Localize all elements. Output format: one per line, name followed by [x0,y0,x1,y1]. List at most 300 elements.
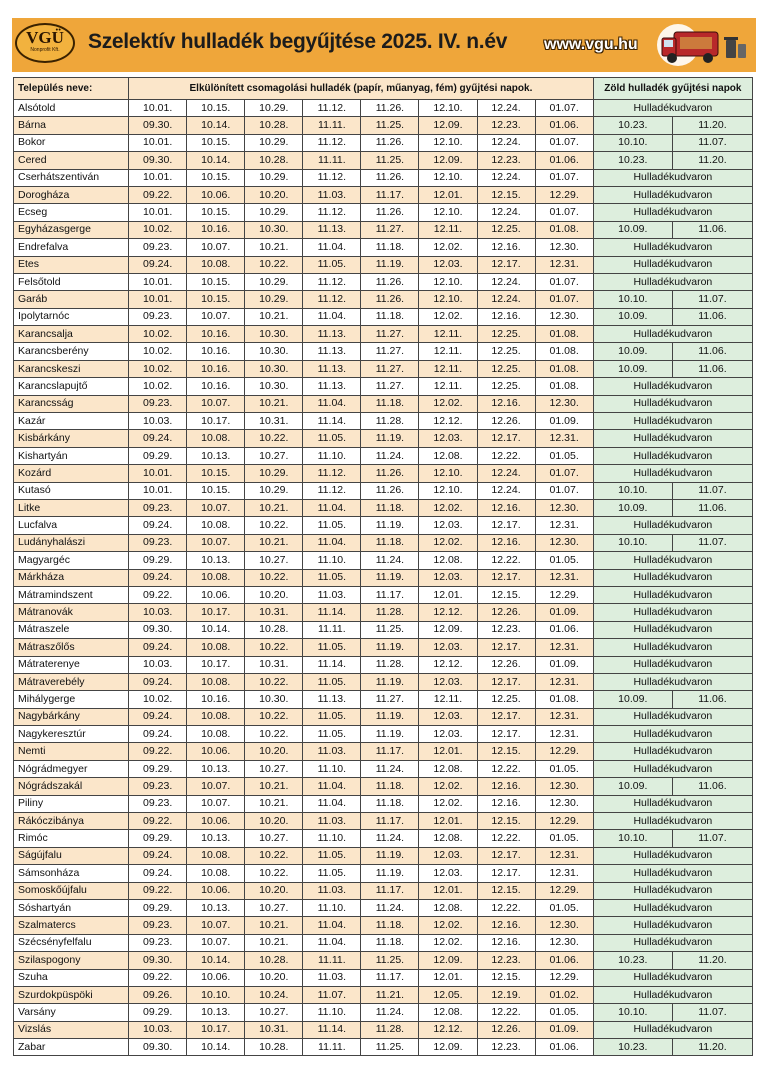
packaging-date: 11.12. [303,465,361,482]
settlement-name: Litke [14,499,129,516]
packaging-date: 10.06. [187,743,245,760]
packaging-date: 11.25. [361,621,419,638]
vgu-logo [15,23,75,63]
packaging-date: 12.08. [419,552,477,569]
settlement-name: Dorogháza [14,186,129,203]
packaging-date: 12.25. [477,221,535,238]
green-waste-location: Hulladékudvaron [593,256,752,273]
packaging-date: 12.12. [419,604,477,621]
packaging-date: 09.23. [129,795,187,812]
packaging-date: 12.03. [419,256,477,273]
green-waste-location: Hulladékudvaron [593,465,752,482]
packaging-date: 12.03. [419,847,477,864]
settlement-name: Felsőtold [14,273,129,290]
settlement-name: Kishartyán [14,447,129,464]
packaging-date: 11.11. [303,952,361,969]
green-waste-location: Hulladékudvaron [593,917,752,934]
table-row [14,499,753,516]
packaging-date: 11.19. [361,430,419,447]
packaging-date: 10.02. [129,343,187,360]
green-waste-location: Hulladékudvaron [593,813,752,830]
garbage-truck-icon [652,22,752,68]
settlement-name: Mátraszőlős [14,639,129,656]
packaging-date: 10.15. [187,134,245,151]
packaging-date: 12.24. [477,291,535,308]
table-row [14,830,753,847]
packaging-date: 12.02. [419,917,477,934]
packaging-date: 10.17. [187,413,245,430]
table-row [14,847,753,864]
packaging-date: 10.31. [245,1021,303,1038]
packaging-date: 11.04. [303,499,361,516]
packaging-date: 12.10. [419,465,477,482]
packaging-date: 10.27. [245,899,303,916]
table-row [14,986,753,1003]
packaging-date: 09.29. [129,447,187,464]
packaging-date: 12.03. [419,569,477,586]
packaging-date: 11.05. [303,673,361,690]
settlement-name: Nemti [14,743,129,760]
packaging-date: 09.22. [129,743,187,760]
packaging-date: 10.07. [187,917,245,934]
table-row [14,326,753,343]
packaging-date: 12.11. [419,378,477,395]
green-waste-location: Hulladékudvaron [593,413,752,430]
green-waste-location: Hulladékudvaron [593,604,752,621]
packaging-date: 10.07. [187,395,245,412]
packaging-date: 01.07. [535,134,593,151]
packaging-date: 12.31. [535,256,593,273]
packaging-date: 11.18. [361,534,419,551]
packaging-date: 10.02. [129,378,187,395]
packaging-date: 12.24. [477,169,535,186]
packaging-date: 11.04. [303,534,361,551]
packaging-date: 11.10. [303,1004,361,1021]
table-row [14,152,753,169]
table-row [14,273,753,290]
packaging-date: 10.20. [245,969,303,986]
green-waste-date: 10.10. [593,830,672,847]
packaging-date: 10.20. [245,813,303,830]
packaging-date: 12.31. [535,708,593,725]
packaging-date: 12.23. [477,1039,535,1056]
green-waste-location: Hulladékudvaron [593,169,752,186]
packaging-date: 12.11. [419,360,477,377]
packaging-date: 09.24. [129,517,187,534]
packaging-date: 10.16. [187,691,245,708]
packaging-date: 10.13. [187,1004,245,1021]
packaging-date: 09.30. [129,1039,187,1056]
packaging-date: 11.27. [361,378,419,395]
packaging-date: 01.05. [535,899,593,916]
table-row [14,447,753,464]
packaging-date: 09.24. [129,569,187,586]
packaging-date: 12.01. [419,969,477,986]
packaging-date: 10.01. [129,273,187,290]
packaging-date: 10.06. [187,186,245,203]
packaging-date: 10.21. [245,395,303,412]
packaging-date: 12.31. [535,673,593,690]
green-waste-location: Hulladékudvaron [593,882,752,899]
settlement-name: Egyházasgerge [14,221,129,238]
packaging-date: 10.20. [245,743,303,760]
packaging-date: 01.08. [535,691,593,708]
packaging-date: 12.30. [535,534,593,551]
packaging-date: 01.02. [535,986,593,1003]
green-waste-date: 10.10. [593,1004,672,1021]
settlement-name: Varsány [14,1004,129,1021]
packaging-date: 10.16. [187,360,245,377]
green-waste-location: Hulladékudvaron [593,326,752,343]
table-row [14,378,753,395]
packaging-date: 10.15. [187,169,245,186]
packaging-date: 10.28. [245,952,303,969]
packaging-date: 10.01. [129,204,187,221]
packaging-date: 12.17. [477,569,535,586]
table-row [14,917,753,934]
table-row [14,934,753,951]
packaging-date: 10.16. [187,221,245,238]
packaging-date: 10.08. [187,430,245,447]
packaging-date: 11.03. [303,743,361,760]
packaging-date: 12.15. [477,743,535,760]
packaging-date: 11.10. [303,447,361,464]
packaging-date: 12.24. [477,204,535,221]
packaging-date: 12.30. [535,308,593,325]
packaging-date: 11.10. [303,899,361,916]
packaging-date: 12.10. [419,100,477,117]
table-row [14,726,753,743]
packaging-date: 12.24. [477,134,535,151]
table-row [14,778,753,795]
packaging-date: 12.22. [477,552,535,569]
packaging-date: 12.12. [419,656,477,673]
packaging-date: 12.24. [477,273,535,290]
settlement-name: Cered [14,152,129,169]
packaging-date: 10.28. [245,117,303,134]
settlement-name: Bárna [14,117,129,134]
packaging-date: 11.24. [361,552,419,569]
green-waste-date: 11.06. [672,499,752,516]
green-waste-date: 11.06. [672,778,752,795]
packaging-date: 10.27. [245,552,303,569]
packaging-date: 12.22. [477,830,535,847]
packaging-date: 11.12. [303,100,361,117]
table-row [14,239,753,256]
packaging-date: 10.22. [245,517,303,534]
packaging-date: 12.25. [477,691,535,708]
green-waste-location: Hulladékudvaron [593,569,752,586]
packaging-date: 11.13. [303,343,361,360]
packaging-date: 11.24. [361,1004,419,1021]
packaging-date: 10.27. [245,760,303,777]
packaging-date: 01.07. [535,204,593,221]
packaging-date: 10.22. [245,847,303,864]
packaging-date: 09.24. [129,673,187,690]
packaging-date: 10.13. [187,552,245,569]
packaging-date: 10.28. [245,152,303,169]
packaging-date: 12.08. [419,1004,477,1021]
packaging-date: 11.19. [361,639,419,656]
packaging-date: 12.22. [477,899,535,916]
packaging-date: 11.18. [361,395,419,412]
settlement-name: Szalmatercs [14,917,129,934]
packaging-date: 12.31. [535,517,593,534]
packaging-date: 10.03. [129,604,187,621]
packaging-date: 10.22. [245,865,303,882]
packaging-date: 10.17. [187,656,245,673]
settlement-name: Karancsberény [14,343,129,360]
packaging-date: 09.24. [129,865,187,882]
packaging-date: 01.08. [535,360,593,377]
packaging-date: 11.13. [303,360,361,377]
green-waste-location: Hulladékudvaron [593,586,752,603]
packaging-date: 12.10. [419,291,477,308]
packaging-date: 11.17. [361,586,419,603]
packaging-date: 11.11. [303,117,361,134]
packaging-date: 12.01. [419,186,477,203]
packaging-date: 01.07. [535,291,593,308]
settlement-name: Ludányhalászi [14,534,129,551]
table-header-row [14,78,753,100]
table-row [14,899,753,916]
packaging-date: 12.03. [419,708,477,725]
packaging-date: 11.12. [303,169,361,186]
green-waste-date: 11.06. [672,221,752,238]
packaging-date: 11.12. [303,134,361,151]
table-row [14,639,753,656]
packaging-date: 09.30. [129,952,187,969]
packaging-date: 01.05. [535,1004,593,1021]
green-waste-location: Hulladékudvaron [593,708,752,725]
packaging-date: 12.17. [477,639,535,656]
table-row [14,1021,753,1038]
green-waste-location: Hulladékudvaron [593,273,752,290]
packaging-date: 10.03. [129,413,187,430]
table-row [14,1004,753,1021]
packaging-date: 11.26. [361,169,419,186]
green-waste-date: 10.09. [593,360,672,377]
packaging-date: 10.08. [187,708,245,725]
packaging-date: 11.05. [303,639,361,656]
packaging-date: 11.24. [361,760,419,777]
green-waste-location: Hulladékudvaron [593,239,752,256]
green-waste-date: 10.10. [593,291,672,308]
packaging-date: 11.12. [303,273,361,290]
packaging-date: 09.30. [129,152,187,169]
green-waste-date: 11.07. [672,534,752,551]
packaging-date: 10.03. [129,656,187,673]
table-row [14,569,753,586]
packaging-date: 10.14. [187,152,245,169]
packaging-date: 12.17. [477,256,535,273]
packaging-date: 10.24. [245,986,303,1003]
settlement-name: Lucfalva [14,517,129,534]
packaging-date: 10.31. [245,413,303,430]
packaging-date: 12.30. [535,239,593,256]
packaging-date: 10.08. [187,569,245,586]
packaging-date: 12.02. [419,499,477,516]
packaging-date: 01.07. [535,273,593,290]
packaging-date: 10.29. [245,169,303,186]
packaging-date: 10.21. [245,917,303,934]
packaging-date: 10.03. [129,1021,187,1038]
packaging-date: 11.12. [303,482,361,499]
packaging-date: 12.12. [419,1021,477,1038]
packaging-date: 10.08. [187,517,245,534]
packaging-date: 09.23. [129,308,187,325]
collection-schedule-table [13,77,753,1056]
table-row [14,952,753,969]
packaging-date: 11.26. [361,100,419,117]
packaging-date: 10.29. [245,273,303,290]
packaging-date: 10.22. [245,673,303,690]
packaging-date: 10.07. [187,778,245,795]
green-waste-location: Hulladékudvaron [593,186,752,203]
green-waste-date: 10.09. [593,691,672,708]
table-row [14,186,753,203]
settlement-name: Mihálygerge [14,691,129,708]
packaging-date: 12.23. [477,152,535,169]
packaging-date: 09.24. [129,708,187,725]
packaging-date: 10.16. [187,378,245,395]
green-waste-location: Hulladékudvaron [593,795,752,812]
packaging-date: 12.30. [535,795,593,812]
packaging-date: 12.25. [477,326,535,343]
packaging-date: 01.05. [535,552,593,569]
packaging-date: 11.28. [361,1021,419,1038]
table-row [14,760,753,777]
packaging-date: 10.08. [187,256,245,273]
table-row [14,795,753,812]
packaging-date: 12.17. [477,517,535,534]
packaging-date: 01.05. [535,447,593,464]
green-waste-date: 10.23. [593,152,672,169]
settlement-name: Sámsonháza [14,865,129,882]
settlement-name: Kozárd [14,465,129,482]
packaging-date: 12.11. [419,691,477,708]
packaging-date: 01.08. [535,326,593,343]
packaging-date: 12.10. [419,273,477,290]
green-waste-location: Hulladékudvaron [593,726,752,743]
green-waste-date: 11.20. [672,952,752,969]
packaging-date: 10.29. [245,291,303,308]
packaging-date: 10.30. [245,221,303,238]
packaging-date: 09.30. [129,621,187,638]
settlement-name: Nógrádmegyer [14,760,129,777]
table-row [14,134,753,151]
packaging-date: 12.10. [419,204,477,221]
packaging-date: 10.20. [245,882,303,899]
packaging-date: 11.05. [303,865,361,882]
table-row [14,343,753,360]
green-waste-location: Hulladékudvaron [593,865,752,882]
table-row [14,413,753,430]
header-packaging: Elkülönített csomagolási hulladék (papír, műanyag, fém) gyűjtési napok. [129,78,594,100]
packaging-date: 12.01. [419,743,477,760]
packaging-date: 11.03. [303,969,361,986]
packaging-date: 10.22. [245,430,303,447]
packaging-date: 12.30. [535,778,593,795]
packaging-date: 11.27. [361,326,419,343]
website-link[interactable]: www.vgu.hu [544,36,638,53]
packaging-date: 11.05. [303,256,361,273]
packaging-date: 12.31. [535,639,593,656]
settlement-name: Kisbárkány [14,430,129,447]
packaging-date: 10.13. [187,447,245,464]
packaging-date: 12.31. [535,726,593,743]
table-row [14,586,753,603]
packaging-date: 12.30. [535,934,593,951]
packaging-date: 12.23. [477,117,535,134]
packaging-date: 10.07. [187,308,245,325]
green-waste-date: 10.09. [593,221,672,238]
packaging-date: 11.14. [303,413,361,430]
packaging-date: 01.06. [535,621,593,638]
table-row [14,882,753,899]
packaging-date: 12.22. [477,1004,535,1021]
packaging-date: 11.07. [303,986,361,1003]
settlement-name: Szurdokpüspöki [14,986,129,1003]
packaging-date: 12.08. [419,760,477,777]
packaging-date: 12.22. [477,447,535,464]
green-waste-date: 11.06. [672,308,752,325]
settlement-name: Cserhátszentiván [14,169,129,186]
packaging-date: 12.03. [419,639,477,656]
packaging-date: 12.25. [477,343,535,360]
green-waste-location: Hulladékudvaron [593,204,752,221]
packaging-date: 01.07. [535,482,593,499]
packaging-date: 11.03. [303,186,361,203]
green-waste-date: 10.10. [593,482,672,499]
packaging-date: 11.18. [361,499,419,516]
packaging-date: 11.27. [361,360,419,377]
packaging-date: 11.18. [361,308,419,325]
packaging-date: 11.28. [361,656,419,673]
packaging-date: 11.18. [361,917,419,934]
packaging-date: 12.31. [535,569,593,586]
packaging-date: 12.02. [419,778,477,795]
packaging-date: 09.22. [129,813,187,830]
settlement-name: Etes [14,256,129,273]
green-waste-date: 11.20. [672,152,752,169]
packaging-date: 09.24. [129,847,187,864]
green-waste-date: 11.06. [672,343,752,360]
packaging-date: 12.02. [419,308,477,325]
table-row [14,621,753,638]
packaging-date: 10.08. [187,847,245,864]
packaging-date: 09.29. [129,830,187,847]
packaging-date: 09.23. [129,934,187,951]
green-waste-date: 11.07. [672,291,752,308]
packaging-date: 12.12. [419,413,477,430]
packaging-date: 11.03. [303,882,361,899]
packaging-date: 11.19. [361,847,419,864]
packaging-date: 11.13. [303,326,361,343]
packaging-date: 10.08. [187,865,245,882]
packaging-date: 11.25. [361,117,419,134]
packaging-date: 10.28. [245,621,303,638]
packaging-date: 11.17. [361,969,419,986]
green-waste-location: Hulladékudvaron [593,639,752,656]
packaging-date: 10.08. [187,639,245,656]
packaging-date: 11.19. [361,726,419,743]
packaging-date: 09.26. [129,986,187,1003]
packaging-date: 09.23. [129,534,187,551]
packaging-date: 11.10. [303,760,361,777]
packaging-date: 10.13. [187,830,245,847]
packaging-date: 11.26. [361,273,419,290]
